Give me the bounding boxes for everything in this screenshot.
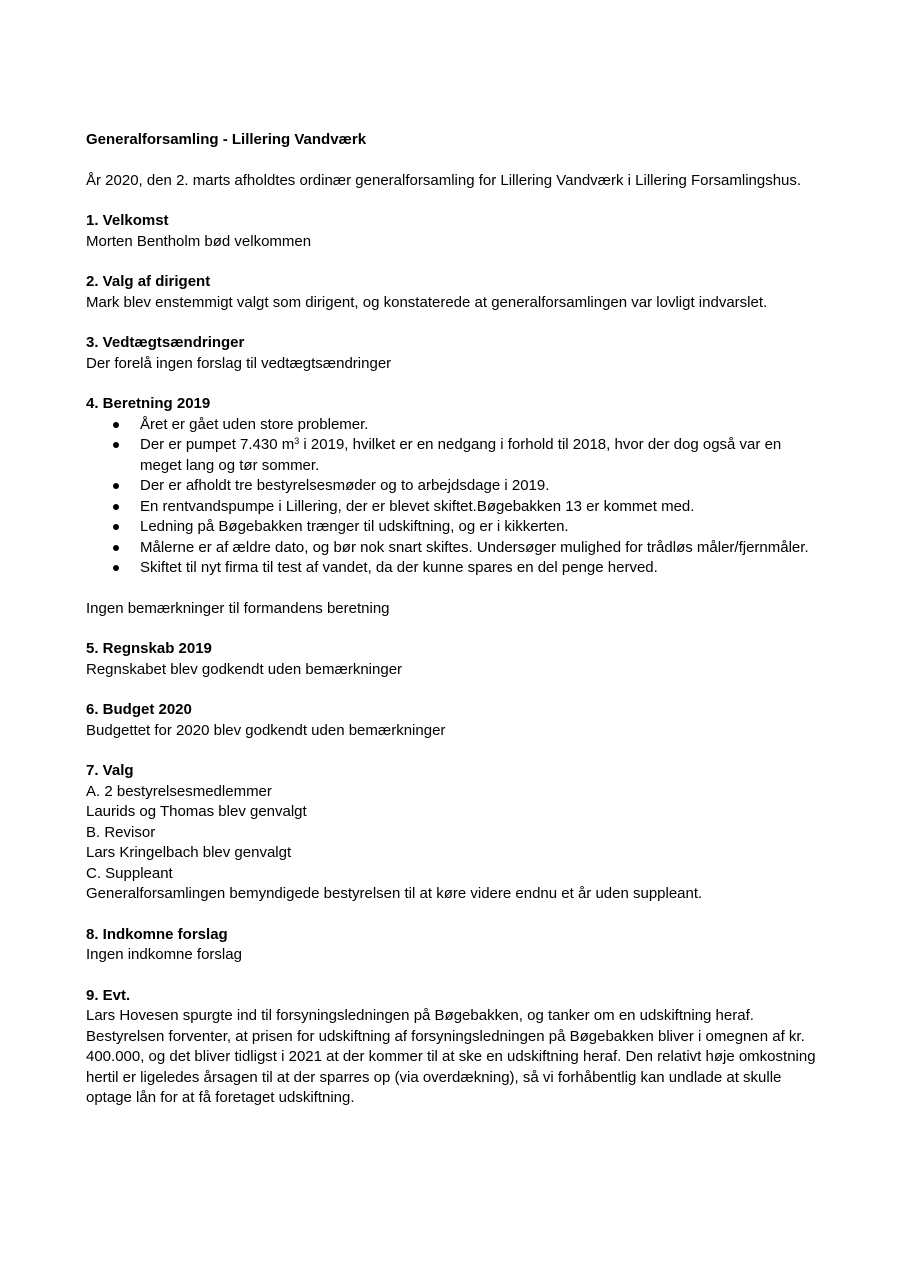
section-heading: 7. Valg	[86, 762, 134, 779]
section-text: Ingen bemærkninger til formandens beretning	[86, 599, 390, 617]
section-heading: 6. Budget 2020	[86, 701, 192, 718]
section-vedtaegtsaendringer	[86, 333, 826, 374]
section-heading: 2. Valg af dirigent	[86, 273, 211, 290]
section-valg	[86, 761, 826, 905]
section-text: B. Revisor	[86, 823, 156, 841]
bullet-icon	[113, 422, 119, 428]
list-item-text-before: Der er pumpet 7.430 m	[140, 436, 295, 453]
bullet-icon	[113, 504, 119, 510]
document-title: Generalforsamling - Lillering Vandværk	[86, 131, 367, 148]
bullet-icon	[113, 524, 119, 530]
section-text: Laurids og Thomas blev genvalgt	[86, 803, 307, 820]
section-text: Generalforsamlingen bemyndigede bestyrelsen til at køre videre endnu et år uden suppleant.	[86, 885, 703, 902]
superscript: 3	[294, 436, 300, 446]
section-beretning	[86, 394, 826, 619]
section-budget	[86, 700, 826, 741]
bullet-icon	[113, 545, 119, 551]
list-item-text: Året er gået uden store problemer.	[140, 415, 369, 433]
section-heading: 1. Velkomst	[86, 212, 169, 229]
section-text: Budgettet for 2020 blev godkendt uden bemærkninger	[86, 721, 446, 739]
section-heading: 5. Regnskab 2019	[86, 640, 212, 657]
bullet-icon	[113, 442, 119, 448]
list-item	[86, 435, 826, 476]
section-heading: 4. Beretning 2019	[86, 395, 211, 412]
section-text: Regnskabet blev godkendt uden bemærkninger	[86, 660, 403, 678]
bullet-list	[86, 415, 826, 579]
list-item-text-after: i 2019, hvilket er en nedgang i forhold til 2018, hvor der dog også var en meget lang og tør sommer.	[140, 436, 782, 474]
section-text: Lars Kringelbach blev genvalgt	[86, 844, 292, 861]
list-item	[86, 517, 826, 538]
section-indkomne-forslag	[86, 925, 826, 966]
list-item-text: Der er afholdt tre bestyrelsesmøder og to arbejdsdage i 2019.	[140, 477, 550, 494]
bullet-icon	[113, 565, 119, 571]
document-body	[86, 130, 826, 1129]
section-text: C. Suppleant	[86, 864, 173, 882]
list-item	[86, 538, 826, 559]
list-item	[86, 558, 826, 579]
section-text: Lars Hovesen spurgte ind til forsyningsledningen på Bøgebakken, og tanker om en udskiftning heraf. Bestyrelsen forventer, at prisen for udskiftning af forsyningsledningen på Bøgebakken bliver i omegnen af kr. 400.000, og det bliver tidligst i 2021 at der kommer til at ske en udskiftning heraf. Den relativt høje omkostning hertil er ligeledes årsagen til at der sparres op (via overdækning), så vi forhåbentlig kan undlade at skulle optage lån for at få foretaget udskiftning.	[86, 1007, 816, 1106]
section-heading: 9. Evt.	[86, 986, 131, 1004]
section-heading: 3. Vedtægtsændringer	[86, 334, 245, 351]
section-text: Ingen indkomne forslag	[86, 946, 242, 963]
list-item-text: Målerne er af ældre dato, og bør nok snart skiftes. Undersøger mulighed for trådløs måler/fjernmåler.	[140, 538, 809, 556]
list-item-text: Skiftet til nyt firma til test af vandet, da der kunne spares en del penge herved.	[140, 559, 658, 576]
section-regnskab	[86, 639, 826, 680]
section-velkomst	[86, 211, 826, 252]
section-text: A. 2 bestyrelsesmedlemmer	[86, 782, 272, 800]
section-text: Morten Bentholm bød velkommen	[86, 232, 312, 250]
intro-paragraph: År 2020, den 2. marts afholdtes ordinær generalforsamling for Lillering Vandværk i Lillering Forsamlingshus.	[86, 171, 802, 189]
section-text: Mark blev enstemmigt valgt som dirigent, og konstaterede at generalforsamlingen var lovligt indvarslet.	[86, 293, 768, 311]
list-item-text: En rentvandspumpe i Lillering, der er blevet skiftet.Bøgebakken 13 er kommet med.	[140, 497, 695, 515]
bullet-icon	[113, 483, 119, 489]
section-heading: 8. Indkomne forslag	[86, 925, 228, 943]
list-item	[86, 476, 826, 497]
section-text: Der forelå ingen forslag til vedtægtsændringer	[86, 354, 392, 372]
list-item-text: Ledning på Bøgebakken trænger til udskiftning, og er i kikkerten.	[140, 518, 569, 535]
list-item	[86, 497, 826, 518]
list-item	[86, 415, 826, 436]
section-valg-af-dirigent	[86, 272, 826, 313]
section-evt	[86, 986, 826, 1109]
